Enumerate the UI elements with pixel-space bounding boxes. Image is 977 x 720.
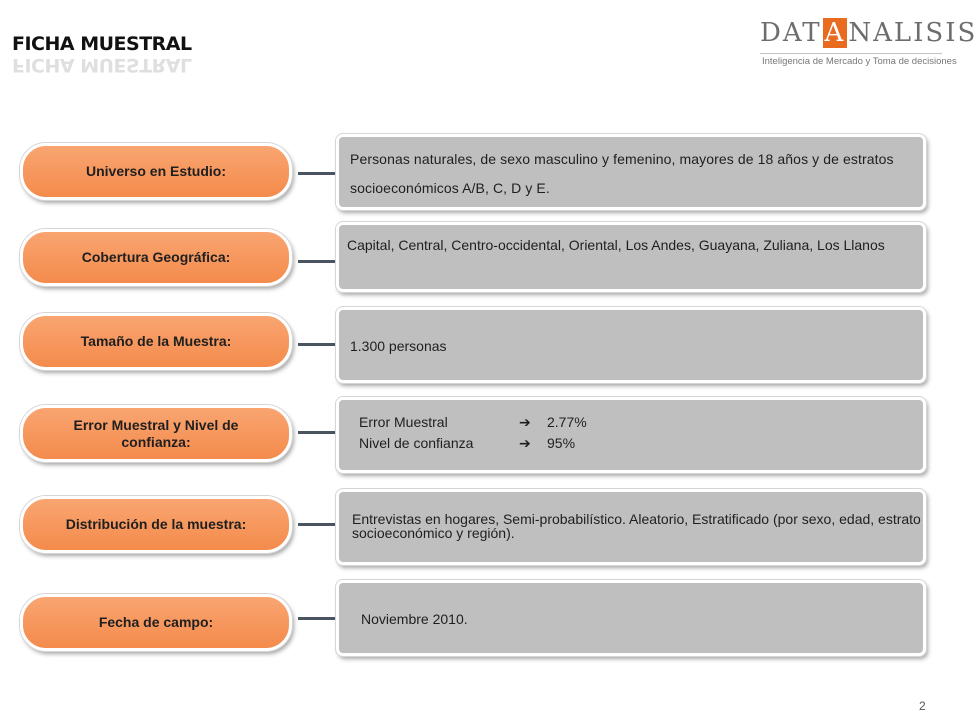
label-fecha: Fecha de campo: bbox=[20, 594, 292, 651]
value-box-error-nivel bbox=[336, 397, 926, 473]
value-box-tamano bbox=[336, 307, 926, 383]
label-cobertura: Cobertura Geográfica: bbox=[20, 229, 292, 286]
value-box-universo bbox=[336, 134, 926, 210]
value-box-fecha bbox=[336, 580, 926, 656]
datanalisis-logo bbox=[760, 18, 977, 67]
connector-line bbox=[298, 172, 340, 175]
logo-wordmark: DAT A NALISIS bbox=[760, 18, 977, 48]
distribucion-text: Entrevistas en hogares, Semi-probabilístico. Aleatorio, Estratificado (por sexo, edad, estrato socioeconómico y región). bbox=[352, 511, 921, 541]
connector-line bbox=[298, 431, 340, 434]
error-muestral-line bbox=[359, 412, 587, 433]
label-tamano: Tamaño de la Muestra: bbox=[20, 313, 292, 370]
page-title-reflection: FICHA MUESTRAL bbox=[12, 54, 192, 76]
connector-line bbox=[298, 343, 340, 346]
arrow-right-icon: ➔ bbox=[519, 435, 531, 451]
logo-tagline: Inteligencia de Mercado y Toma de decisiones bbox=[762, 56, 957, 67]
connector-line bbox=[298, 617, 340, 620]
logo-divider bbox=[760, 53, 942, 54]
cobertura-text: Capital, Central, Centro-occidental, Oriental, Los Andes, Guayana, Zuliana, Los Llanos bbox=[347, 237, 885, 253]
universo-text: Personas naturales, de sexo masculino y femenino, mayores de 18 años y de estratos socioeconómicos A/B, C, D y E. bbox=[350, 151, 894, 196]
value-box-cobertura bbox=[336, 222, 926, 292]
page-title: FICHA MUESTRAL bbox=[12, 33, 192, 55]
arrow-right-icon: ➔ bbox=[519, 414, 531, 430]
error-muestral-value: 2.77% bbox=[547, 414, 587, 430]
label-distribucion: Distribución de la muestra: bbox=[20, 496, 292, 553]
nivel-confianza-name: Nivel de confianza bbox=[359, 435, 474, 451]
connector-line bbox=[298, 260, 340, 263]
label-error-nivel: Error Muestral y Nivel de confianza: bbox=[20, 405, 292, 462]
value-box-distribucion bbox=[336, 489, 926, 565]
label-universo: Universo en Estudio: bbox=[20, 143, 292, 200]
connector-line bbox=[298, 523, 340, 526]
error-muestral-name: Error Muestral bbox=[359, 414, 448, 430]
nivel-confianza-value: 95% bbox=[547, 435, 576, 451]
error-nivel-list bbox=[359, 412, 587, 454]
fecha-text: Noviembre 2010. bbox=[361, 611, 468, 627]
nivel-confianza-line bbox=[359, 433, 587, 454]
tamano-text: 1.300 personas bbox=[350, 338, 447, 354]
page-number: 2 bbox=[919, 699, 926, 713]
